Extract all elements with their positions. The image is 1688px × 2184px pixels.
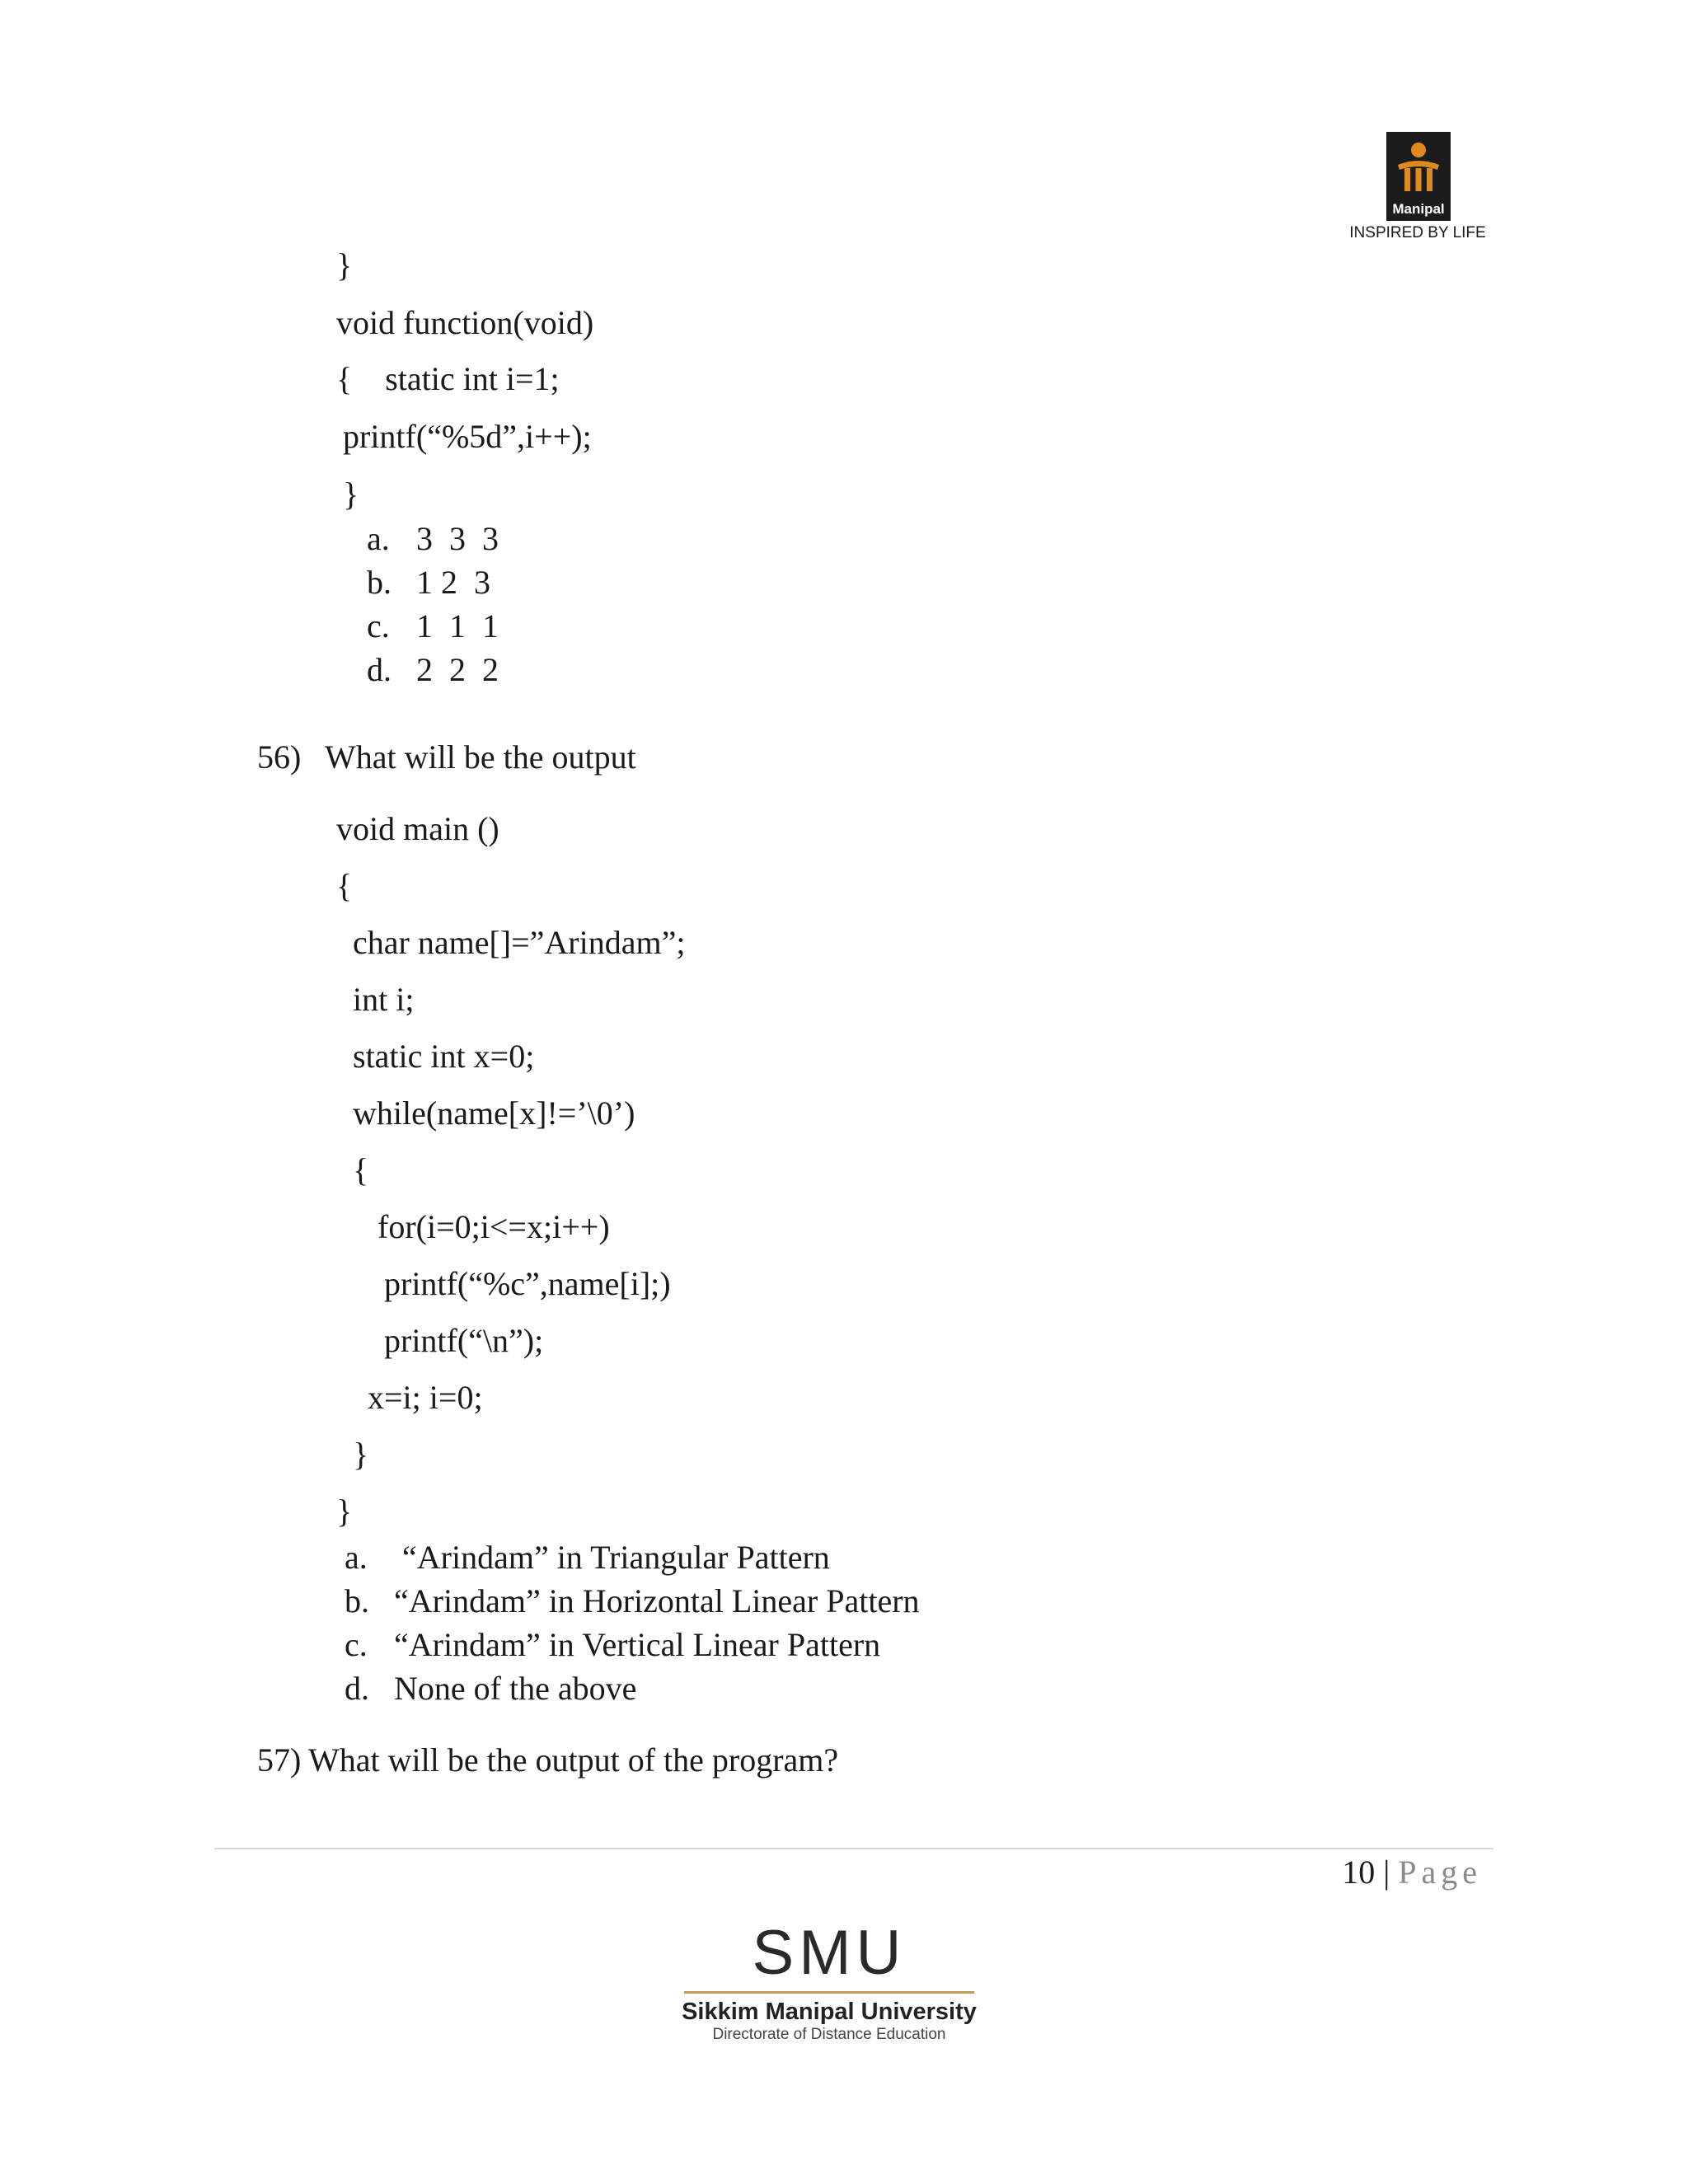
page-word: Page bbox=[1398, 1854, 1482, 1891]
code-line: void main () bbox=[336, 810, 499, 847]
option-label: d. bbox=[345, 1670, 369, 1707]
option-text: 2 2 2 bbox=[416, 651, 499, 688]
code-line: } bbox=[336, 246, 353, 284]
code-line: void function(void) bbox=[336, 304, 594, 341]
smu-rule bbox=[684, 1991, 974, 1994]
logo-name: Manipal bbox=[1392, 201, 1445, 217]
option-label: a. bbox=[345, 1539, 368, 1576]
option-text: 1 2 3 bbox=[416, 564, 490, 601]
code-line: printf(“%c”,name[i];) bbox=[384, 1265, 671, 1302]
code-line: for(i=0;i<=x;i++) bbox=[377, 1208, 610, 1245]
code-line: { bbox=[353, 1151, 369, 1188]
smu-letters: SMU bbox=[752, 1918, 907, 1988]
option-label: d. bbox=[367, 651, 392, 688]
code-line: printf(“\n”); bbox=[384, 1322, 544, 1359]
code-line: { bbox=[336, 867, 353, 904]
code-line: while(name[x]!=’\0’) bbox=[353, 1094, 635, 1132]
code-line: char name[]=”Arindam”; bbox=[353, 924, 686, 961]
code-line: static int x=0; bbox=[353, 1038, 535, 1075]
code-line: int i; bbox=[353, 981, 415, 1018]
code-line: } bbox=[343, 476, 359, 513]
page-separator: | bbox=[1383, 1854, 1390, 1891]
option-label: c. bbox=[345, 1626, 368, 1663]
option-text: None of the above bbox=[394, 1670, 637, 1707]
option-label: b. bbox=[367, 564, 392, 601]
code-line: printf(“%5d”,i++); bbox=[343, 418, 592, 455]
logo-tagline: INSPIRED BY LIFE bbox=[1349, 224, 1486, 241]
page-number: 10 bbox=[1342, 1854, 1376, 1891]
option-text: “Arindam” in Triangular Pattern bbox=[394, 1539, 830, 1576]
code-line: } bbox=[336, 1493, 353, 1530]
code-line: } bbox=[353, 1436, 369, 1473]
directorate-name: Directorate of Distance Education bbox=[712, 2026, 946, 2043]
option-text: “Arindam” in Vertical Linear Pattern bbox=[394, 1626, 881, 1663]
question-number: 57) bbox=[257, 1741, 302, 1779]
option-label: a. bbox=[367, 520, 390, 557]
option-text: “Arindam” in Horizontal Linear Pattern bbox=[394, 1582, 920, 1619]
code-line: x=i; i=0; bbox=[368, 1379, 483, 1416]
manipal-logo bbox=[1386, 132, 1451, 221]
university-name: Sikkim Manipal University bbox=[682, 1999, 977, 2025]
smu-logo bbox=[681, 1920, 978, 2045]
option-label: c. bbox=[367, 607, 390, 644]
page-number-footer bbox=[1342, 1853, 1482, 1892]
option-text: 3 3 3 bbox=[416, 520, 499, 557]
question-number: 56) bbox=[257, 738, 302, 776]
option-text: 1 1 1 bbox=[416, 607, 499, 644]
footer-divider bbox=[214, 1848, 1493, 1849]
option-label: b. bbox=[345, 1582, 369, 1619]
question-prompt: What will be the output of the program? bbox=[308, 1741, 839, 1779]
question-prompt: What will be the output bbox=[325, 738, 636, 776]
code-line: { static int i=1; bbox=[336, 360, 560, 397]
